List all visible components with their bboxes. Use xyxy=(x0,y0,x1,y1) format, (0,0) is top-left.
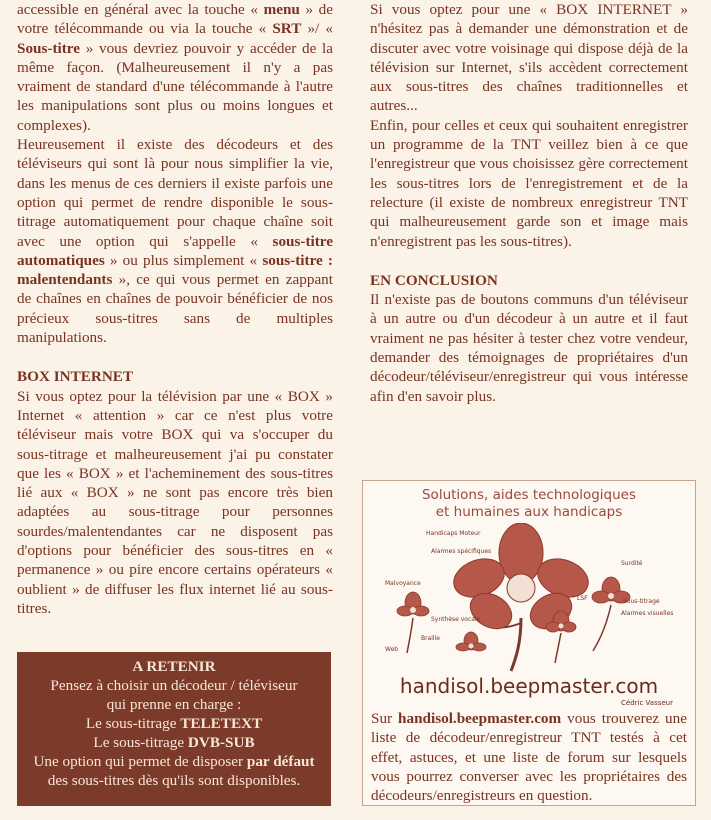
label-web: Web xyxy=(385,646,399,653)
dvb-sub-label: DVB-SUB xyxy=(187,734,255,751)
label-lsf: LSF xyxy=(577,595,588,602)
reminder-box xyxy=(17,652,331,806)
text: » ou plus simplement « xyxy=(104,251,263,269)
label-alarmes: Alarmes spécifiques xyxy=(431,548,492,555)
label-soustitrage: Sous-titrage xyxy=(623,598,660,605)
label-surdite: Surdité xyxy=(621,560,643,567)
box-internet-heading: BOX INTERNET xyxy=(17,368,134,386)
reminder-line: des sous-titres dès qu'ils sont disponibles. xyxy=(47,772,301,789)
reminder-line: qui prenne en charge : xyxy=(106,696,242,713)
paragraph-box-advice: Si vous optez pour une « BOX INTERNET » n'hésitez pas à demander une démonstration et de discuter avec votre voisinage qui dispose déjà de la télévision sur Internet, s'ils accèdent correctement aux sous-titres des chaînes traditionnelles et autres... xyxy=(370,1,688,115)
text: Heureusement il existe des décodeurs et des téléviseurs qui sont là pour nous simplifier la vie, dans les menus de ces derniers il existe parfois une option qui permet de rendre disponible le sous-titrage automatiquement pour chaque chaîne soit avec une option qui s'appelle « xyxy=(17,136,333,250)
text: vous trouverez une liste de décodeur/enregistreur TNT testés à cet effet, astuces, et une liste de forum sur lesquels vous pourrez converser avec les propriétaires des décodeurs/enregistreurs en question. xyxy=(371,710,687,805)
srt-key: SRT xyxy=(272,20,302,38)
paragraph-box-internet: Si vous optez pour la télévision par une « BOX » Internet « attention » car ce n'est plus votre téléviseur mais votre BOX qui va s'occuper du sous-titrage et malheureusement j'ai pu constater que les « BOX » et l'acheminement des sous-titres lié aux « BOX » ne sont pas encore très bien adaptées au sous-titrage pour personnes sourdes/malentendantes car ne disposent pas d'options pour bénéficier des sous-titres en « permanence » ou pire encore certains opérateurs « oublient » de diffuser les flux internet lié au sous-titres. xyxy=(17,387,333,617)
headline-line: et humaines aux handicaps xyxy=(435,504,623,520)
paragraph-decoders xyxy=(17,135,333,347)
advert-url[interactable]: handisol.beepmaster.com xyxy=(399,674,659,698)
headline-line: Solutions, aides technologiques xyxy=(421,487,637,503)
text: », ce qui vous permet en zappant de chaînes en chaînes de pouvoir bénéficier de nos précieux sous-titres sans de multiples manipulations. xyxy=(17,271,333,347)
teletext-label: TELETEXT xyxy=(180,715,263,732)
label-handicap-moteur: Handicaps Moteur xyxy=(426,530,481,537)
label-braille: Braille xyxy=(421,635,440,642)
text: Sur xyxy=(371,710,399,727)
text: accessible en général avec la touche « xyxy=(17,1,264,18)
label-synthese: Synthèse vocale xyxy=(431,616,481,623)
reminder-line xyxy=(17,752,331,771)
hearing-impaired-option: sous-titre : malentendants xyxy=(17,251,333,289)
reminder-line xyxy=(17,733,331,752)
advert-headline xyxy=(363,487,695,521)
site-link[interactable]: handisol.beepmaster.com xyxy=(398,710,562,727)
reminder-title: A RETENIR xyxy=(132,658,216,675)
handisol-advert xyxy=(362,480,696,806)
label-alarmes-visuelles: Alarmes visuelles xyxy=(621,610,674,617)
text: Une option qui permet de disposer xyxy=(33,753,247,770)
label-malvoyance: Malvoyance xyxy=(385,580,421,587)
paragraph-menu-access xyxy=(17,0,333,135)
reminder-line xyxy=(17,714,331,733)
default-label: par défaut xyxy=(246,753,315,770)
advert-description xyxy=(371,709,687,805)
paragraph-recorder: Enfin, pour celles et ceux qui souhaitent enregistrer un programme de la TNT veillez bien à ce que l'enregistreur que vous choisissez gère correctement les sous-titres lors de l'enregistrement et de la relecture (il existe de nombreux enregistreur TNT qui malheureusement garde son et image mais n'enregistrent pas les sous-titres). xyxy=(370,116,688,250)
text: »/ « xyxy=(301,20,333,38)
paragraph-conclusion: Il n'existe pas de boutons communs d'un téléviseur à un autre ou d'un décodeur à un autre et il faut vraiment ne pas hésiter à tester chez votre vendeur, demander des témoignages de propriétaires d'un décodeur/téléviseur/enregistreur qui vous intéresse afin d'en savoir plus. xyxy=(370,291,688,405)
auto-subtitle-option: sous-titre automatiques xyxy=(17,232,333,269)
right-column xyxy=(370,0,688,406)
text: Le sous-titrage xyxy=(85,715,181,732)
conclusion-heading: EN CONCLUSION xyxy=(370,271,498,289)
flower-illustration xyxy=(371,523,689,673)
advert-author: Cédric Vasseur xyxy=(621,699,673,707)
text: Le sous-titrage xyxy=(93,734,188,751)
subtitle-key: Sous-titre xyxy=(17,39,80,57)
text: » de votre télécommande ou via la touche « xyxy=(17,1,333,38)
menu-key: menu xyxy=(263,1,300,18)
left-column xyxy=(17,0,333,618)
text: » vous devriez pouvoir y accéder de la même façon. (Malheureusement il n'y a pas vraiment de standard d'une télécommande à l'autre les manipulations sont plus ou moins longues et complexes). xyxy=(17,39,333,134)
reminder-line: Pensez à choisir un décodeur / téléviseur xyxy=(50,677,298,694)
